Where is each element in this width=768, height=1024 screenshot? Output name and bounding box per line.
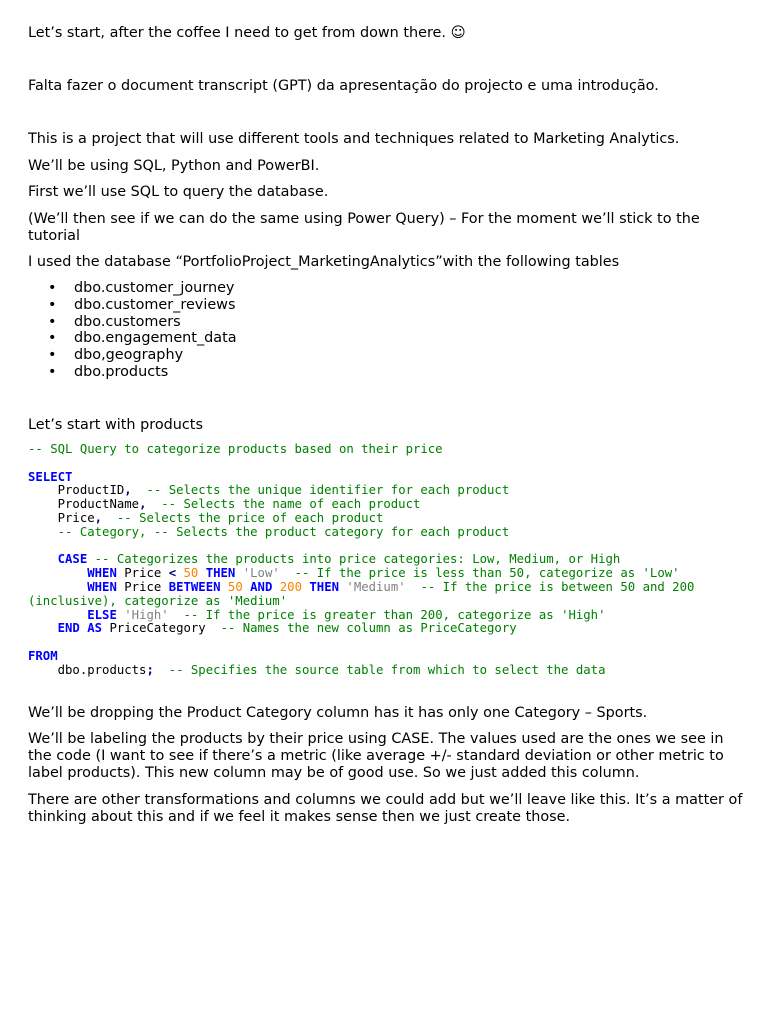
code-keyword: SELECT <box>28 469 73 484</box>
products-heading: Let’s start with products <box>28 417 203 433</box>
closing-note: There are other transformations and columns we could add but we’ll leave like this. It’s a matter of thinking about this and if we feel it makes sense then we just create those. <box>28 792 743 825</box>
tables-list <box>28 280 237 381</box>
sql-code-block: -- SQL Query to categorize products based on their price SELECT ProductID, -- Selects the unique identifier for each product ProductName, -- Selects the name of each product Price, -- Selects the price of each product -- Category, -- Selects the product category for each product CASE -- Categorizes the products into price categories: Low, Medium, or High WHEN Price < 50 THEN 'Low' -- If the price is less than 50, categorize as 'Low' WHEN Price BETWEEN 50 AND 200 THEN 'Medium' -- If the price is between 50 and 200 (inclusive), categorize as 'Medium' ELSE 'High' -- If the price is greater than 200, categorize as 'High' END AS PriceCategory -- Names the new column as PriceCategory FROM dbo.products; -- Specifies the source table from which to select the data <box>28 442 702 677</box>
power-query-note: (We’ll then see if we can do the same using Power Query) – For the moment we’ll stick to the tutorial <box>28 211 700 244</box>
bullet-icon: • <box>48 296 57 313</box>
bullet-icon: • <box>48 313 57 330</box>
list-item: • dbo.products <box>48 363 169 380</box>
tools-line: We’ll be using SQL, Python and PowerBI. <box>28 158 320 174</box>
database-line: I used the database “PortfolioProject_MarketingAnalytics”with the following tables <box>28 254 620 270</box>
sql-first-line: First we’ll use SQL to query the database. <box>28 184 329 200</box>
intro-line: Let’s start, after the coffee I need to get from down there. ☺ <box>28 25 466 41</box>
todo-note: Falta fazer o document transcript (GPT) da apresentação do projecto e uma introdução. <box>28 78 659 94</box>
drop-category-note: We’ll be dropping the Product Category column has it has only one Category – Sports. <box>28 705 648 721</box>
list-item: • dbo.customer_reviews <box>48 296 236 313</box>
list-item: • dbo.customers <box>48 313 181 330</box>
list-item: • dbo.customer_journey <box>48 280 235 296</box>
bullet-icon: • <box>48 330 57 347</box>
list-item: • dbo.engagement_data <box>48 330 237 347</box>
labeling-explanation: We’ll be labeling the products by their price using CASE. The values used are the ones we see in the code (I want to see if there’s a metric (like average +/- standard deviation or other metric to label products). This new column may be of good use. So we just added this column. <box>28 731 724 781</box>
project-description: This is a project that will use different tools and techniques related to Marketing Analytics. <box>28 131 680 147</box>
code-comment: -- SQL Query to categorize products based on their price <box>28 442 443 456</box>
bullet-icon: • <box>48 280 57 296</box>
bullet-icon: • <box>48 363 57 380</box>
bullet-icon: • <box>48 347 57 364</box>
list-item: • dbo,geography <box>48 347 184 364</box>
